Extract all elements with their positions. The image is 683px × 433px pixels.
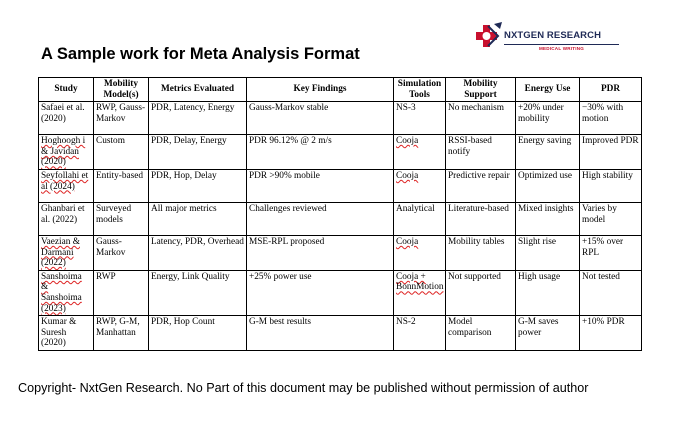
header-mobility-models: Mobility Model(s) xyxy=(94,78,149,102)
cell-study: Sanshoima & Sanshoima (2023) xyxy=(39,270,94,315)
cell-simulation-tool: Cooja xyxy=(394,135,446,170)
cell-metrics: All major metrics xyxy=(149,202,247,235)
cell-key-findings: PDR 96.12% @ 2 m/s xyxy=(247,135,394,170)
cell-study: Vaezian & Darmani (2022) xyxy=(39,235,94,270)
table-row xyxy=(39,235,642,270)
cell-pdr: +15% over RPL xyxy=(580,235,642,270)
logo-tagline: MEDICAL WRITING xyxy=(539,46,585,51)
cell-metrics: PDR, Latency, Energy xyxy=(149,102,247,135)
cell-key-findings: PDR >90% mobile xyxy=(247,169,394,202)
cell-mobility-model: Surveyed models xyxy=(94,202,149,235)
cell-study: Hoghoogh i & Javidan (2020) xyxy=(39,135,94,170)
cell-key-findings: Challenges reviewed xyxy=(247,202,394,235)
cell-mobility-support: Predictive repair xyxy=(446,169,516,202)
cell-mobility-support: Literature-based xyxy=(446,202,516,235)
cell-mobility-model: RWP, G-M, Manhattan xyxy=(94,316,149,351)
header-key-findings: Key Findings xyxy=(247,78,394,102)
cell-mobility-model: Custom xyxy=(94,135,149,170)
cell-mobility-support: Not supported xyxy=(446,270,516,315)
cell-study: Ghanbari et al. (2022) xyxy=(39,202,94,235)
header-study: Study xyxy=(39,78,94,102)
cell-metrics: PDR, Delay, Energy xyxy=(149,135,247,170)
header-energy-use: Energy Use xyxy=(516,78,580,102)
cell-simulation-tool: NS-3 xyxy=(394,102,446,135)
copyright-notice: Copyright- NxtGen Research. No Part of this document may be published without permission of author xyxy=(18,381,589,395)
cell-simulation-tool: Analytical xyxy=(394,202,446,235)
cell-metrics: PDR, Hop Count xyxy=(149,316,247,351)
cell-energy-use: Slight rise xyxy=(516,235,580,270)
meta-analysis-table xyxy=(38,77,642,351)
table-row xyxy=(39,316,642,351)
cell-metrics: Energy, Link Quality xyxy=(149,270,247,315)
cell-energy-use: Energy saving xyxy=(516,135,580,170)
cell-pdr: Not tested xyxy=(580,270,642,315)
cell-energy-use: High usage xyxy=(516,270,580,315)
cell-pdr: +10% PDR xyxy=(580,316,642,351)
header-mobility-support: Mobility Support xyxy=(446,78,516,102)
cell-simulation-tool: NS-2 xyxy=(394,316,446,351)
header-pdr: PDR xyxy=(580,78,642,102)
cell-simulation-tool: Cooja xyxy=(394,235,446,270)
cell-mobility-model: Entity-based xyxy=(94,169,149,202)
cell-key-findings: G-M best results xyxy=(247,316,394,351)
cell-pdr: Varies by model xyxy=(580,202,642,235)
cell-mobility-model: RWP, Gauss-Markov xyxy=(94,102,149,135)
cell-mobility-model: Gauss-Markov xyxy=(94,235,149,270)
cell-pdr: High stability xyxy=(580,169,642,202)
cell-study: Kumar & Suresh (2020) xyxy=(39,316,94,351)
cell-energy-use: Optimized use xyxy=(516,169,580,202)
document-title: A Sample work for Meta Analysis Format xyxy=(41,45,360,63)
header-simulation-tools: Simulation Tools xyxy=(394,78,446,102)
table-row xyxy=(39,102,642,135)
table-row xyxy=(39,202,642,235)
cell-mobility-support: No mechanism xyxy=(446,102,516,135)
cell-metrics: PDR, Hop, Delay xyxy=(149,169,247,202)
table-header-row xyxy=(39,78,642,102)
nxtgen-logo xyxy=(476,22,626,64)
cell-metrics: Latency, PDR, Overhead xyxy=(149,235,247,270)
table-row xyxy=(39,270,642,315)
cell-mobility-support: Model comparison xyxy=(446,316,516,351)
cell-pdr: −30% with motion xyxy=(580,102,642,135)
cell-pdr: Improved PDR xyxy=(580,135,642,170)
table-row xyxy=(39,135,642,170)
table-row xyxy=(39,169,642,202)
header-metrics: Metrics Evaluated xyxy=(149,78,247,102)
cell-mobility-model: RWP xyxy=(94,270,149,315)
cell-key-findings: Gauss-Markov stable xyxy=(247,102,394,135)
cell-mobility-support: Mobility tables xyxy=(446,235,516,270)
cell-energy-use: Mixed insights xyxy=(516,202,580,235)
cell-mobility-support: RSSI-based notify xyxy=(446,135,516,170)
cell-study: Seyfollahi et al (2024) xyxy=(39,169,94,202)
cell-simulation-tool: Cooja + BonnMotion xyxy=(394,270,446,315)
medical-cross-icon xyxy=(476,22,626,64)
cell-energy-use: G-M saves power xyxy=(516,316,580,351)
cell-energy-use: +20% under mobility xyxy=(516,102,580,135)
cell-study: Safaei et al. (2020) xyxy=(39,102,94,135)
cell-key-findings: MSE-RPL proposed xyxy=(247,235,394,270)
cell-key-findings: +25% power use xyxy=(247,270,394,315)
cell-simulation-tool: Cooja xyxy=(394,169,446,202)
logo-brand-name: NXTGEN RESEARCH xyxy=(504,30,602,41)
logo-divider xyxy=(504,44,619,45)
